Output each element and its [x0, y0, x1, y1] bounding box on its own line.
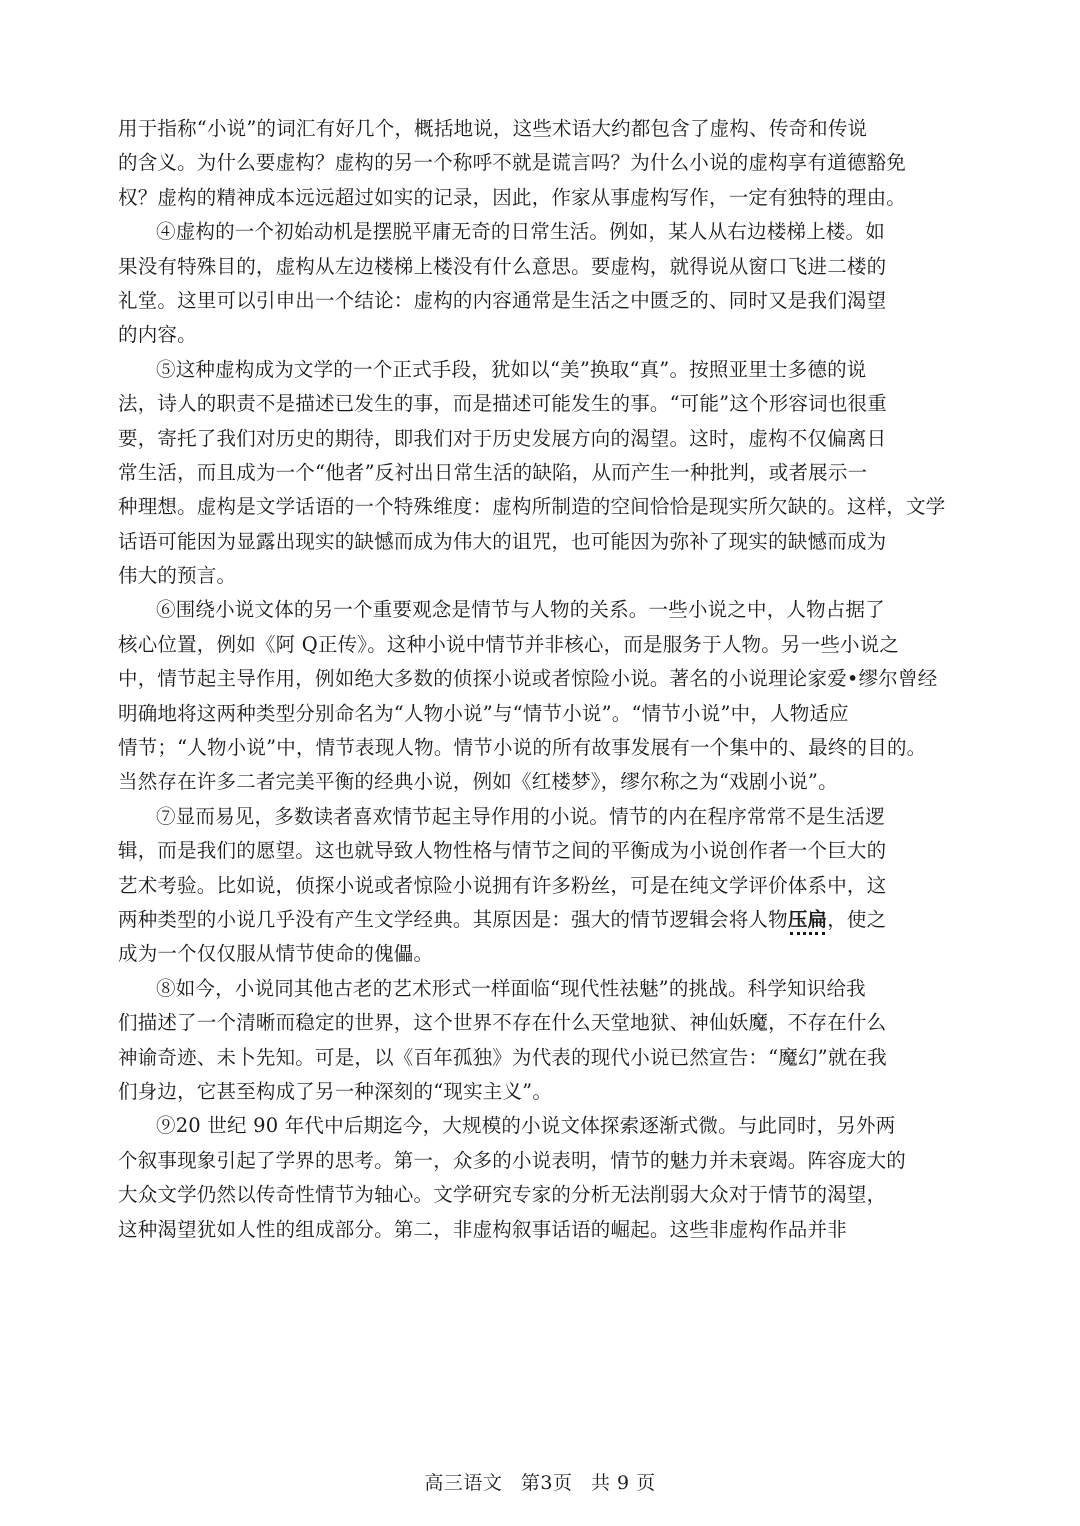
text-line: 的内容。	[118, 323, 197, 347]
page-footer	[0, 1468, 1080, 1495]
text-line: 们描述了一个清晰而稳定的世界，这个世界不存在什么天堂地狱、神仙妖魔，不存在什么	[118, 1011, 887, 1035]
text-line: 当然存在许多二者完美平衡的经典小说，例如《红楼梦》，缪尔称之为“戏剧小说”。	[118, 770, 838, 794]
text-line: 核心位置，例如《阿 Q正传》。这种小说中情节并非核心，而是服务于人物。另一些小说之	[118, 632, 900, 656]
line-text-before: 两种类型的小说几乎没有产生文学经典。其原因是：强大的情节逻辑会将人物	[118, 907, 788, 931]
text-line: 果没有特殊目的，虚构从左边楼梯上楼没有什么意思。要虚构，就得说从窗口飞进二楼的	[118, 254, 887, 278]
text-line: 大众文学仍然以传奇性情节为轴心。文学研究专家的分析无法削弱大众对于情节的渴望，	[118, 1183, 887, 1207]
text-line: 个叙事现象引起了学界的思考。第一，众多的小说表明，情节的魅力并未衰竭。阵容庞大的	[118, 1148, 907, 1172]
text-line: 们身边，它甚至构成了另一种深刻的“现实主义”。	[118, 1079, 553, 1103]
paragraph-block-a	[118, 112, 968, 903]
text-line: ⑥围绕小说文体的另一个重要观念是情节与人物的关系。一些小说之中，人物占据了	[156, 598, 885, 622]
text-line: 用于指称“小说”的词汇有好几个，概括地说，这些术语大约都包含了虚构、传奇和传说	[118, 117, 868, 140]
emphasized-word: 压扁	[787, 907, 828, 931]
text-line: ⑤这种虚构成为文学的一个正式手段，犹如以“美”换取“真”。按照亚里士多德的说	[156, 357, 867, 381]
text-line: 中，情节起主导作用，例如绝大多数的侦探小说或者惊险小说。著名的小说理论家爱•缪尔曾经	[118, 667, 938, 691]
text-line: 常生活，而且成为一个“他者”反衬出日常生活的缺陷，从而产生一种批判，或者展示一	[118, 460, 868, 484]
text-line: 的含义。为什么要虚构？虚构的另一个称呼不就是谎言吗？为什么小说的虚构享有道德豁免	[118, 151, 907, 175]
text-line: 成为一个仅仅服从情节使命的傀儡。	[118, 942, 434, 966]
text-line: 法，诗人的职责不是描述已发生的事，而是描述可能发生的事。“可能”这个形容词也很重	[118, 392, 887, 416]
text-line: 伟大的预言。	[118, 564, 237, 588]
text-line-emphasis	[118, 903, 968, 937]
document-body	[118, 112, 968, 1247]
text-line: ⑧如今，小说同其他古老的艺术形式一样面临“现代性祛魅”的挑战。科学知识给我	[156, 976, 866, 1000]
text-line: 话语可能因为显露出现实的缺憾而成为伟大的诅咒，也可能因为弥补了现实的缺憾而成为	[118, 529, 887, 553]
line-text-after: ，使之	[827, 907, 887, 931]
text-line: 明确地将这两种类型分别命名为“人物小说”与“情节小说”。“情节小说”中，人物适应	[118, 701, 849, 725]
text-line: 辑，而是我们的愿望。这也就导致人物性格与情节之间的平衡成为小说创作者一个巨大的	[118, 839, 887, 863]
text-line: 情节；“人物小说”中，情节表现人物。情节小说的所有故事发展有一个集中的、最终的目的。	[118, 736, 927, 760]
text-line: ④虚构的一个初始动机是摆脱平庸无奇的日常生活。例如，某人从右边楼梯上楼。如	[156, 220, 885, 244]
paragraph-block-b	[118, 937, 968, 1247]
text-line: ⑨20 世纪 90 年代中后期迄今，大规模的小说文体探索逐渐式微。与此同时，另外两	[156, 1114, 896, 1138]
text-line: 神谕奇迹、未卜先知。可是，以《百年孤独》为代表的现代小说已然宣告：“魔幻”就在我	[118, 1045, 887, 1069]
text-line: 种理想。虚构是文学话语的一个特殊维度：虚构所制造的空间恰恰是现实所欠缺的。这样，文学	[118, 495, 946, 519]
text-line: 艺术考验。比如说，侦探小说或者惊险小说拥有许多粉丝，可是在纯文学评价体系中，这	[118, 873, 887, 897]
text-line: 这种渴望犹如人性的组成部分。第二，非虚构叙事话语的崛起。这些非虚构作品并非	[118, 1217, 847, 1241]
footer-total-pages: 共 9 页	[591, 1472, 656, 1494]
text-line: 礼堂。这里可以引申出一个结论：虚构的内容通常是生活之中匮乏的、同时又是我们渴望	[118, 288, 887, 312]
footer-subject: 高三语文	[424, 1472, 503, 1494]
footer-page-number: 第3页	[520, 1472, 573, 1494]
text-line: 要，寄托了我们对历史的期待，即我们对于历史发展方向的渴望。这时，虚构不仅偏离日	[118, 426, 887, 450]
text-line: 权？虚构的精神成本远远超过如实的记录，因此，作家从事虚构写作，一定有独特的理由。	[118, 185, 907, 209]
text-line: ⑦显而易见，多数读者喜欢情节起主导作用的小说。情节的内在程序常常不是生活逻	[156, 804, 885, 828]
